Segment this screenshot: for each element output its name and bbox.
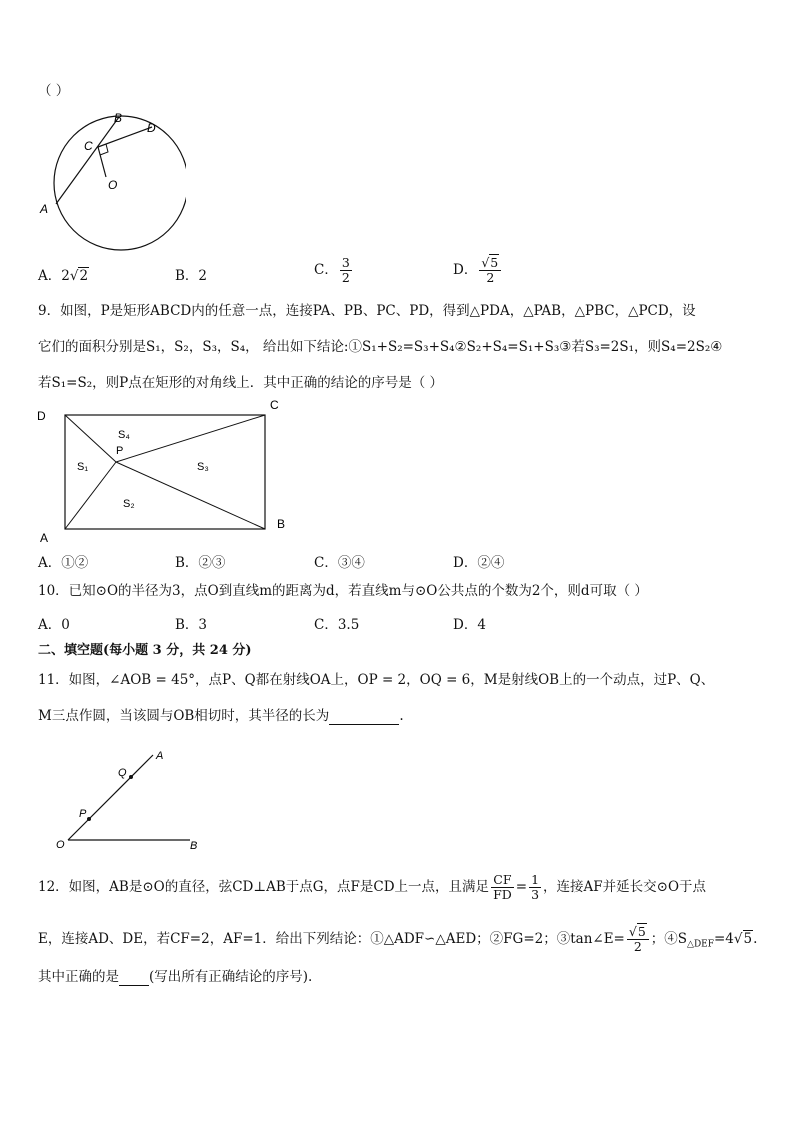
q8-option-d-label: D．	[453, 262, 478, 278]
q11-label-b: B	[190, 840, 198, 852]
section-2-title: 二、填空题(每小题 3 分，共 24 分)	[38, 643, 252, 658]
q12-area-eq: =4	[714, 931, 734, 947]
q8-option-c-numerator: 3	[341, 255, 350, 270]
q11-label-q: Q	[118, 767, 127, 779]
q12-ratio-value-denominator: 3	[531, 887, 540, 902]
q8-label-b: B	[114, 111, 123, 125]
q9-line-2: 它们的面积分别是S₁，S₂，S₃，S₄， 给出如下结论:①S₁+S₂=S₃+S₄②S₂+S₄=S₁+S₃③若S₃=2S₁，则S₄=2S₂④	[38, 339, 723, 355]
q11-angle-figure	[50, 745, 210, 857]
q11-line-2	[38, 707, 404, 725]
q8-option-d: D． $\frac{√5}{2}$	[453, 256, 503, 285]
q8-answer-bracket: （ ）	[38, 83, 70, 99]
q8-option-d-denominator: 2	[486, 270, 495, 285]
q9-option-c: C．③④	[314, 555, 365, 571]
q11-point-q	[129, 775, 133, 779]
q12-line-1-end: ，连接AF并延长交⊙O于点	[543, 879, 707, 895]
q9-label-s3: S₃	[197, 461, 209, 473]
q11-label-o: O	[56, 839, 65, 851]
q9-line-3: 若S₁=S₂，则P点在矩形的对角线上．其中正确的结论的序号是（ ）	[38, 375, 444, 391]
q11-line-2-end: .	[399, 708, 404, 724]
q11-line-1: 11．如图，∠AOB = 45°，点P、Q都在射线OA上，OP = 2，OQ = 6，M是射线OB上的一个动点，过P、Q、	[38, 672, 715, 688]
q12-ratio-equals: =	[515, 879, 528, 895]
q12-ratio-numerator: CF	[491, 873, 514, 888]
q12-ratio-denominator: FD	[493, 887, 512, 902]
q12-tan-denominator: 2	[633, 939, 642, 954]
q8-option-a: A．2√2	[38, 268, 89, 284]
q11-ray-oa	[68, 755, 153, 840]
q12-line-2: E，连接AD、DE，若CF=2，AF=1．给出下列结论：①△ADF∽△AED；②FG=2；③tan∠E= $\frac{√5}{2}$ ；$④S_{\triangle DEF}=4√5$.	[38, 924, 758, 954]
q8-option-b-label: B．	[175, 268, 199, 284]
q9-segment-pd	[65, 415, 116, 462]
q8-label-o: O	[108, 178, 118, 192]
q8-option-c-label: C．	[314, 262, 338, 278]
q8-circle-figure	[36, 108, 186, 253]
q8-option-b	[175, 264, 207, 284]
q9-label-d: D	[37, 409, 46, 423]
q11-line-2-text: M三点作圆，当该圆与OB相切时，其半径的长为	[38, 708, 330, 724]
q9-label-s1: S₁	[77, 461, 89, 473]
q9-label-p: P	[116, 445, 124, 457]
q10-option-c: C．3.5	[314, 617, 360, 633]
q12-area-subscript: △DEF	[687, 939, 714, 950]
q12-tan-radicand: 5	[637, 924, 646, 939]
q11-point-p	[87, 817, 91, 821]
q9-rectangle	[65, 415, 265, 529]
q12-line-3	[38, 968, 312, 986]
q10-stem: 10．已知⊙O的半径为3，点O到直线m的距离为d，若直线m与⊙O公共点的个数为2个，则d可取（ ）	[38, 583, 648, 599]
q9-rectangle-figure	[34, 398, 294, 546]
q9-segment-pb	[116, 462, 265, 529]
q11-label-a: A	[156, 750, 164, 762]
q12-ratio-value-numerator: 1	[531, 872, 540, 887]
q8-option-c-denominator: 2	[341, 270, 350, 285]
q8-option-d-radicand: 5	[490, 255, 499, 270]
q8-circle	[54, 116, 186, 250]
q11-answer-blank	[329, 724, 399, 725]
q9-option-d: D．②④	[453, 555, 505, 571]
q8-option-c	[314, 256, 354, 285]
q12-answer-blank	[119, 985, 149, 986]
q8-label-d: D	[147, 121, 156, 135]
q12-line-1-text: 12．如图，AB是⊙O的直径，弦CD⊥AB于点G，点F是CD上一点，且满足	[38, 879, 490, 895]
q12-line-1	[38, 869, 706, 905]
q8-segment-co	[98, 147, 106, 177]
q12-line-3-text: 其中正确的是	[38, 969, 119, 985]
q11-label-p: P	[79, 808, 87, 820]
q9-line-1: 9．如图，P是矩形ABCD内的任意一点，连接PA、PB、PC、PD，得到△PDA，△PAB，△PBC，△PCD，设	[38, 303, 696, 319]
q9-label-c: C	[270, 398, 279, 412]
q9-option-b: B．②③	[175, 555, 226, 571]
q9-label-a: A	[40, 531, 49, 545]
q9-segment-pa	[65, 462, 116, 529]
q10-option-a: A．0	[38, 617, 70, 633]
q12-line-3-end: (写出所有正确结论的序号).	[149, 969, 313, 985]
q12-line-2-end: .	[753, 931, 758, 947]
q9-segment-pc	[116, 415, 265, 462]
q8-option-a-label: A．	[38, 268, 62, 284]
q10-option-d: D．4	[453, 617, 486, 633]
q10-option-b: B．3	[175, 617, 208, 633]
q9-label-b: B	[277, 517, 286, 531]
q12-line-2-text: E，连接AD、DE，若CF=2，AF=1．给出下列结论：①△ADF∽△AED；②FG=2；③tan∠E=	[38, 931, 625, 947]
q8-option-a-coef: 2	[61, 268, 70, 284]
q8-label-c: C	[84, 139, 93, 153]
q12-area-radicand: 5	[743, 931, 753, 947]
q9-option-a: A．①②	[38, 555, 89, 571]
q9-label-s2: S₂	[123, 498, 135, 510]
q8-option-a-radicand: 2	[79, 268, 89, 284]
q8-option-b-value: 2	[198, 268, 208, 284]
q8-label-a: A	[40, 202, 49, 216]
q12-line-2-mid: ；④S	[650, 931, 688, 947]
q9-label-s4: S₄	[118, 429, 130, 441]
